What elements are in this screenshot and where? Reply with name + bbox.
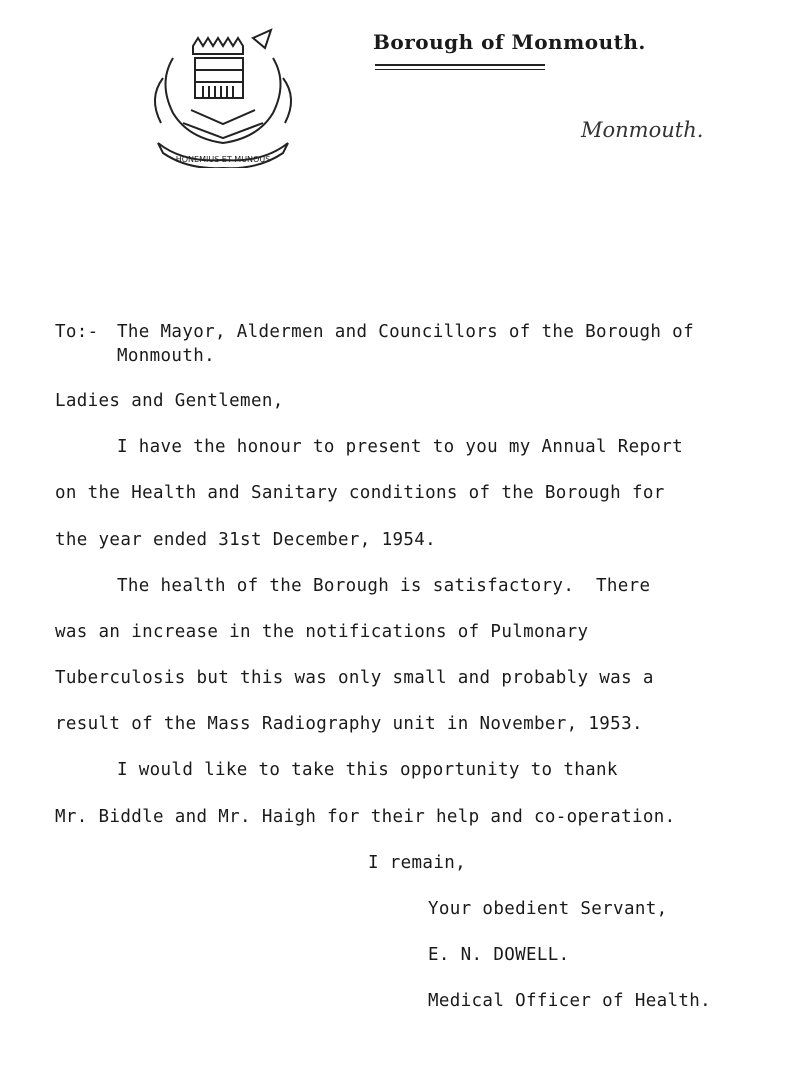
- letterhead-title: Borough of Monmouth.: [373, 30, 646, 54]
- borough-crest-logo: [143, 28, 303, 168]
- addressee-line-1: The Mayor, Aldermen and Councillors of the Borough of: [117, 322, 694, 342]
- body-line: I would like to take this opportunity to thank: [117, 760, 618, 780]
- body-line: the year ended 31st December, 1954.: [55, 530, 437, 550]
- salutation: Ladies and Gentlemen,: [55, 391, 284, 411]
- title-underline: [375, 64, 545, 70]
- signature-name: E. N. DOWELL.: [428, 945, 570, 965]
- body-line: result of the Mass Radiography unit in November, 1953.: [55, 714, 643, 734]
- crest-motto: HONEMIUS ET MUNOUS: [175, 155, 271, 164]
- body-line: was an increase in the notifications of Pulmonary: [55, 622, 589, 642]
- closing-servant: Your obedient Servant,: [428, 899, 668, 919]
- letterhead-place: Monmouth.: [581, 118, 704, 142]
- signatory-title: Medical Officer of Health.: [428, 991, 712, 1011]
- body-line: on the Health and Sanitary conditions of the Borough for: [55, 483, 665, 503]
- body-line: Mr. Biddle and Mr. Haigh for their help and co-operation.: [55, 807, 676, 827]
- to-prefix: To:-: [55, 322, 99, 342]
- body-line: Tuberculosis but this was only small and probably was a: [55, 668, 654, 688]
- body-line: I have the honour to present to you my Annual Report: [117, 437, 684, 457]
- addressee-line-2: Monmouth.: [117, 346, 215, 366]
- closing: I remain,: [368, 853, 466, 873]
- body-line: The health of the Borough is satisfactory. There: [117, 576, 651, 596]
